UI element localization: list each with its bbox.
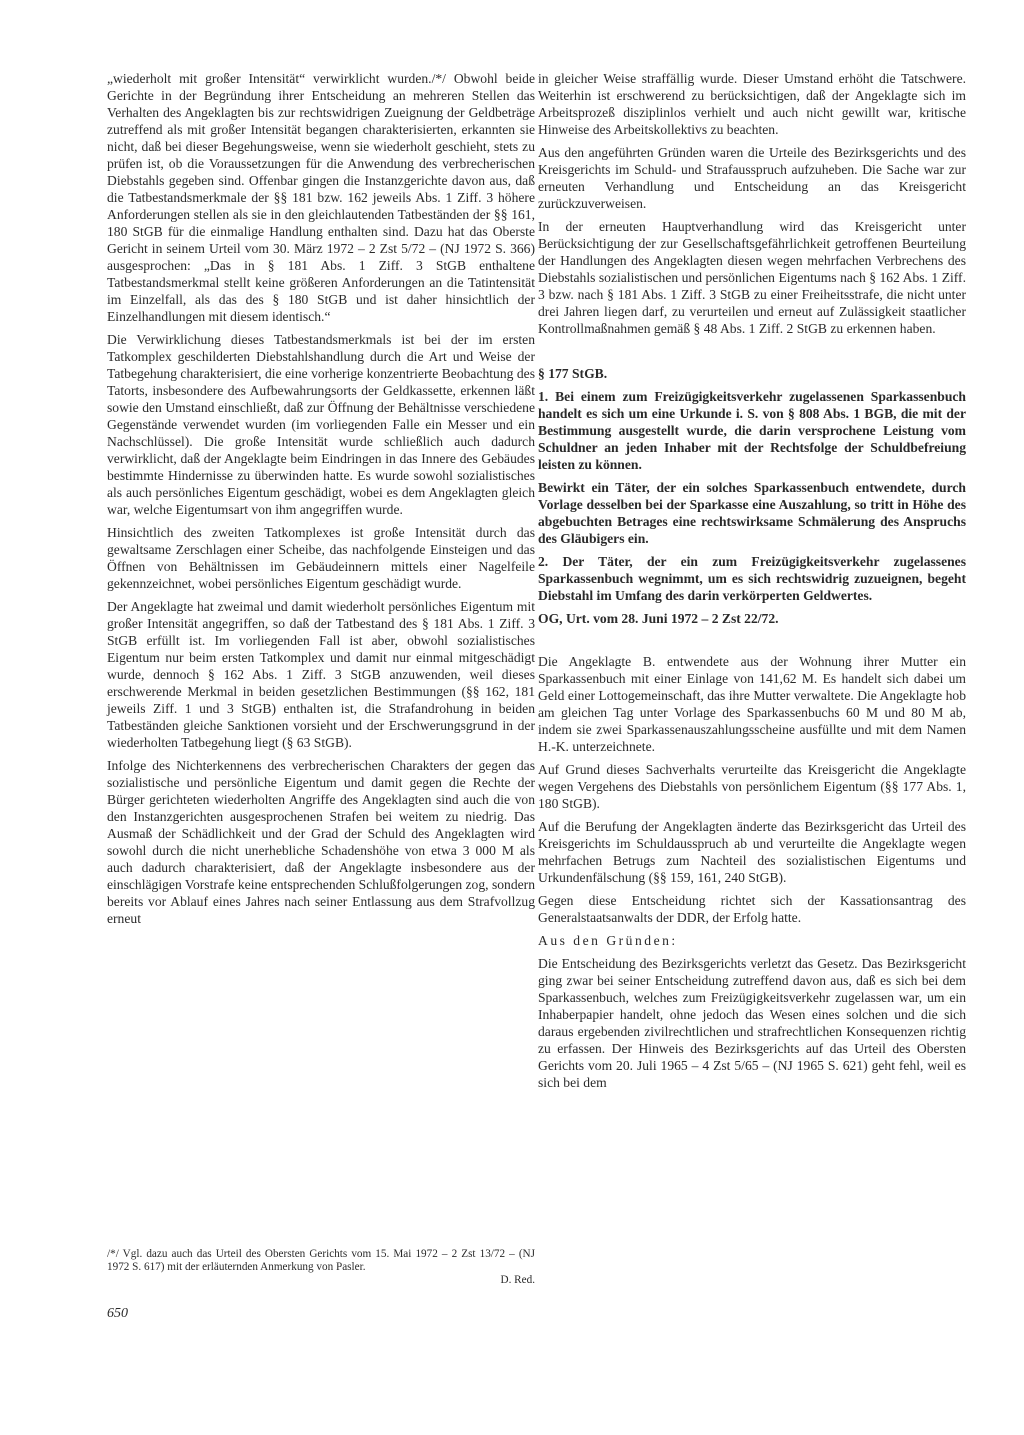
paragraph: Der Angeklagte hat zweimal und damit wiederholt persönliches Eigentum mit großer Intensität angegriffen, so daß der Tatbestand des § 181 Abs. 1 Ziff. 3 StGB erfüllt ist. Im vorliegenden Fall ist aber, obwohl sozialistisches Eigentum nur beim ersten Tatkomplex und damit nur einmal mitgeschädigt wurde, dennoch § 162 Abs. 1 Ziff. 3 StGB anzuwenden, weil dieses erschwerende Merkmal in beiden gesetzlichen Bestimmungen (§§ 162, 181 jeweils Ziff. 1 und 3 StGB) enthalten ist, die Strafandrohung in beiden Tatbeständen gleiche Sanktionen vorsieht und der Erschwerungsgrund in der wiederholten Tatbegehung liegt (§ 63 StGB).	[107, 599, 535, 750]
page-number: 650	[107, 1306, 128, 1321]
headnote: Bewirkt ein Täter, der ein solches Sparkassenbuch entwendete, durch Vorlage desselben bei der Sparkasse eine Auszahlung, so tritt in Höhe des abgebuchten Betrages eine rechtswirksame Schmälerung des Anspruchs des Gläubigers ein.	[538, 480, 966, 546]
paragraph: Hinsichtlich des zweiten Tatkomplexes ist große Intensität durch das gewaltsame Zerschlagen einer Scheibe, das nachfolgende Einsteigen und das Öffnen von Behältnissen im Gebäudeinnern mittels einer Nagelfeile gekennzeichnet, wobei persönliches Eigentum geschädigt wurde.	[107, 525, 535, 591]
left-column	[107, 70, 535, 933]
paragraph: Auf Grund dieses Sachverhalts verurteilte das Kreisgericht die Angeklagte wegen Vergehens des Diebstahls von persönlichem Eigentum (§§ 177 Abs. 1, 180 StGB).	[538, 762, 966, 811]
paragraph: Infolge des Nichterkennens des verbrecherischen Charakters der gegen das sozialistische und persönliche Eigentum und damit gegen die Rechte der Bürger gerichteten wiederholten Angriffe des Angeklagten sind auch die von den Instanzgerichten ausgesprochenen Strafen bei weitem zu niedrig. Das Ausmaß der Schädlichkeit und der Grad der Schuld des Angeklagten wird sowohl durch die nicht unerhebliche Schadenshöhe von etwa 3 000 M als auch dadurch charakterisiert, daß der Angeklagte insbesondere aus der einschlägigen Vorstrafe keine entsprechenden Schlußfolgerungen zog, sondern bereits vor Ablauf eines Jahres nach seiner Entlassung aus dem Strafvollzug erneut	[107, 758, 535, 926]
footnote-text: /*/ Vgl. dazu auch das Urteil des Obersten Gerichts vom 15. Mai 1972 – 2 Zst 13/72 – (NJ 1972 S. 617) mit der erläuternden Anmerkung von Pasler.	[107, 1248, 535, 1273]
footnote-editor: D. Red.	[500, 1274, 535, 1286]
footnote	[107, 1248, 535, 1287]
paragraph: Die Entscheidung des Bezirksgerichts verletzt das Gesetz. Das Bezirksgericht ging zwar bei seiner Entscheidung zutreffend davon aus, daß es sich bei dem Sparkassenbuch, welches zum Freizügigkeitsverkehr zugelassen war, um ein Inhaberpapier handelt, ohne jedoch das Wesen eines solchen und die sich daraus ergebenden zivilrechtlichen und strafrechtlichen Konsequenzen richtig zu erfassen. Der Hinweis des Bezirksgerichts auf das Urteil des Obersten Gerichts vom 20. Juli 1965 – 4 Zst 5/65 – (NJ 1965 S. 621) geht fehl, weil es sich bei dem	[538, 956, 966, 1090]
paragraph: Aus den angeführten Gründen waren die Urteile des Bezirksgerichts und des Kreisgerichts im Schuld- und Strafausspruch aufzuheben. Die Sache war zur erneuten Verhandlung und Entscheidung an das Kreisgericht zurückzuverweisen.	[538, 145, 966, 211]
paragraph: Die Angeklagte B. entwendete aus der Wohnung ihrer Mutter ein Sparkassenbuch mit einer Einlage von 141,62 M. Es handelt sich dabei um Geld einer Lottogemeinschaft, das ihre Mutter verwaltete. Die Angeklagte hob am gleichen Tag unter Vorlage des Sparkassenbuchs 60 M und 80 M ab, indem sie zwei Sparkassenauszahlungsscheine ausfüllte und mit dem Namen H.-K. unterzeichnete.	[538, 654, 966, 754]
paragraph: Die Verwirklichung dieses Tatbestandsmerkmals ist bei der im ersten Tatkomplex geschilderten Diebstahlshandlung durch die Art und Weise der Tatbegehung charakterisiert, die eine vorherige konzentrierte Beobachtung des Tatorts, insbesondere des Aufbewahrungsorts der Geldkassette, erkennen läßt sowie den Umstand einschließt, daß zur Öffnung der Behältnisse verschiedene Gegenstände verwendet wurden (im vorliegenden Falle ein Messer und ein Nachschlüssel). Die große Intensität wurde schließlich auch dadurch verwirklicht, daß der Angeklagte beim Eindringen in das Innere des Gebäudes bestimmte Hindernisse zu überwinden hatte. Es wurde sowohl sozialistisches als auch persönliches Eigentum geschädigt, wobei es dem Angeklagten gleich war, welche Eigentumsart von ihm angegriffen wurde.	[107, 332, 535, 517]
paragraph: In der erneuten Hauptverhandlung wird das Kreisgericht unter Berücksichtigung der zur Gesellschaftsgefährlichkeit getroffenen Beurteilung der Handlungen des Angeklagten diesen wegen mehrfachen Verbrechens des Diebstahls sozialistischen und persönlichen Eigentums nach § 162 Abs. 1 Ziff. 3 bzw. nach § 181 Abs. 1 Ziff. 3 StGB zu einer Freiheitsstrafe, die nicht unter drei Jahren liegen darf, zu verurteilen und erneut auf Zulässigkeit staatlicher Kontrollmaßnahmen gemäß § 48 Abs. 1 Ziff. 2 StGB zu erkennen haben.	[538, 219, 966, 336]
paragraph: Gegen diese Entscheidung richtet sich der Kassationsantrag des Generalstaatsanwalts der DDR, der Erfolg hatte.	[538, 893, 966, 925]
right-column	[538, 70, 966, 1097]
reasons-heading: Aus den Gründen:	[538, 933, 678, 948]
headnote: 1. Bei einem zum Freizügigkeitsverkehr zugelassenen Sparkassenbuch handelt es sich um eine Urkunde i. S. von § 808 Abs. 1 BGB, die mit der Bestimmung ausgestellt wurde, die darin versprochene Leistung vom Schuldner an jeden Inhaber mit der Rechtsfolge der Schuldbefreiung leisten zu können.	[538, 389, 966, 472]
case-citation: OG, Urt. vom 28. Juni 1972 – 2 Zst 22/72.	[538, 611, 779, 626]
paragraph: in gleicher Weise straffällig wurde. Dieser Umstand erhöht die Tatschwere. Weiterhin ist erschwerend zu berücksichtigen, daß der Angeklagte sich im Arbeitsprozeß disziplinlos verhielt und auch nicht gewillt war, kritische Hinweise des Arbeitskollektivs zu beachten.	[538, 71, 966, 137]
paragraph: Auf die Berufung der Angeklagten änderte das Bezirksgericht das Urteil des Kreisgerichts im Schuldausspruch ab und verurteilte die Angeklagte wegen mehrfachen Betrugs zum Nachteil des sozialistischen Eigentums und Urkundenfälschung (§§ 159, 161, 240 StGB).	[538, 819, 966, 885]
paragraph: „wiederholt mit großer Intensität“ verwirklicht wurden./*/ Obwohl beide Gerichte in der Begründung ihrer Entscheidung an mehreren Stellen das Verhalten des Angeklagten bis zur rechtswidrigen Zueignung der Geldbeträge zutreffend als mit großer Intensität begangen charakterisierten, erkannten sie nicht, daß bei dieser Begehungsweise, wenn sie wiederholt geschieht, stets zu prüfen ist, ob die Voraussetzungen für die Anwendung des verbrecherischen Diebstahls gegeben sind. Offenbar gingen die Instanzgerichte davon aus, daß die Tatbestandsmerkmale der §§ 181 bzw. 162 jeweils Abs. 1 Ziff. 3 höhere Anforderungen stellen als sie in den gleichlautenden Tatbeständen der §§ 161, 180 StGB für die einmalige Handlung enthalten sind. Dazu hat das Oberste Gericht in seinem Urteil vom 30. März 1972 – 2 Zst 5/72 – (NJ 1972 S. 366) ausgesprochen: „Das in § 181 Abs. 1 Ziff. 3 StGB enthaltene Tatbestandsmerkmal stellt keine größeren Anforderungen an die Tatintensität im Einzelfall, als das des § 180 StGB und ist daher hinsichtlich der Einzelhandlungen mit diesem identisch.“	[107, 71, 535, 324]
section-heading: § 177 StGB.	[538, 366, 608, 381]
headnote: 2. Der Täter, der ein zum Freizügigkeitsverkehr zugelassenes Sparkassenbuch wegnimmt, um es sich rechtswidrig zuzueignen, begeht Diebstahl im Umfang des darin verkörperten Geldwertes.	[538, 554, 966, 603]
